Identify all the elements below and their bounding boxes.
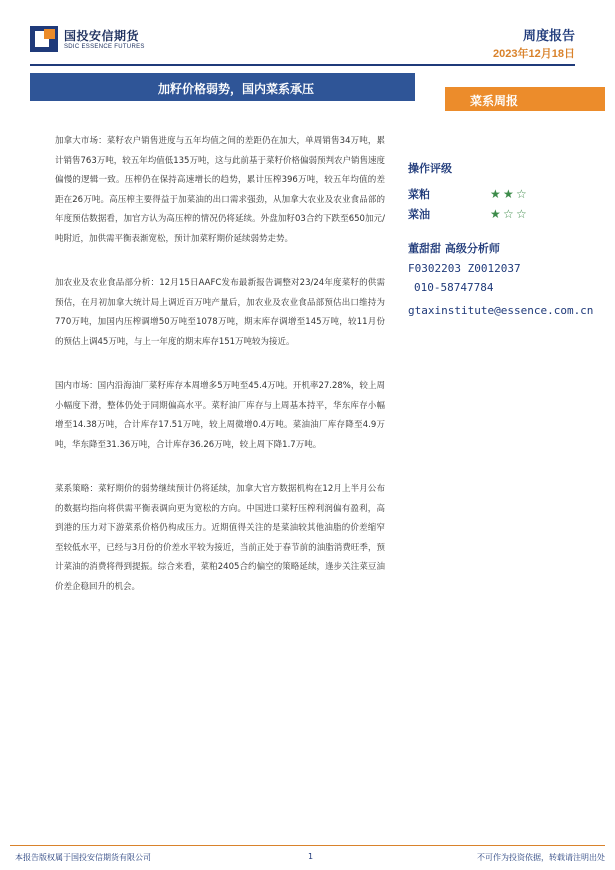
sidebar <box>408 160 608 317</box>
star-filled-icon: ★ <box>490 187 501 201</box>
rating-name: 菜粕 <box>408 188 430 201</box>
footer-divider <box>10 845 605 846</box>
rating-name: 菜油 <box>408 208 430 221</box>
footer-copyright: 本报告版权属于国投安信期货有限公司 <box>15 853 151 862</box>
star-empty-icon: ☆ <box>516 187 527 201</box>
star-empty-icon: ☆ <box>503 207 514 221</box>
star-filled-icon: ★ <box>503 187 514 201</box>
rating-stars <box>490 207 529 221</box>
header-divider <box>30 64 575 66</box>
report-date: 2023年12月18日 <box>493 48 575 60</box>
rating-stars <box>490 187 529 201</box>
rating-heading: 操作评级 <box>408 162 452 175</box>
paragraph-domestic-market: 国内市场：国内沿海油厂菜籽库存本周增多5万吨至45.4万吨。开机率27.28%，较上周小幅度下滑，整体仍处于同期偏高水平。菜籽油厂库存与上周基本持平，华东库存小幅增至14.38万吨，合计库存17.51万吨，较上周微增0.4万吨。菜油油厂库存降至4.9万吨，华东降至31.36万吨，合计库存36.26万吨，较上周下降1.7万吨。 <box>55 381 385 450</box>
category-tab <box>445 87 605 111</box>
page-number: 1 <box>308 852 314 861</box>
company-name-cn: 国投安信期货 <box>64 29 140 43</box>
footer-disclaimer: 不可作为投资依据，转载请注明出处 <box>477 853 605 862</box>
star-empty-icon: ☆ <box>516 207 527 221</box>
report-title: 加籽价格弱势，国内菜系承压 <box>158 82 315 96</box>
company-logo-icon <box>30 26 58 52</box>
paragraph-strategy: 菜系策略：菜籽期价的弱势继续预计仍将延续，加拿大官方数据机构在12月上半月公布的数据均指向将供需平衡表调向更为宽松的方向。中国进口菜籽压榨利润偏有盈利，高到港的压力对下游菜系价格仍构成压力。近期值得关注的是菜油较其他油脂的价差缩窄至较低水平，已经与3月份的价差水平较为接近，当前正处于春节前的油脂消费旺季，预计菜油的消费将得到提振。综合来看，菜粕2405合约偏空的策略延续，逢步关注菜豆油价差企稳回升的机会。 <box>55 484 385 592</box>
star-filled-icon: ★ <box>490 207 501 221</box>
paragraph-canada-market: 加拿大市场：菜籽农户销售进度与五年均值之间的差距仍在加大，单周销售34万吨，累计销售763万吨，较五年均值低135万吨，这与此前基于菜籽价格偏弱预判农户销售速度偏慢的逻辑一致。压榨仍在保持高速增长的趋势，累计压榨396万吨，较五年均值的差距在26万吨。高压榨主要得益于加菜油的出口需求强劲，从加拿大农业及农业食品部的年度预估数据看，加官方认为高压榨的情况仍将延续。外盘加籽03合约下跌至650加元/吨附近，加供需平衡表渐宽松，预计加菜籽期价延续弱势走势。 <box>55 136 385 244</box>
rating-row <box>408 184 608 204</box>
analyst-license: F0302203 Z0012037 <box>408 262 521 275</box>
rating-row <box>408 204 608 224</box>
report-header <box>0 0 615 70</box>
analyst-email: gtaxinstitute@essence.com.cn <box>408 304 594 317</box>
company-name-en: SDIC ESSENCE FUTURES <box>64 44 145 50</box>
analyst-phone: 010-58747784 <box>414 281 494 294</box>
report-type: 周度报告 <box>522 29 575 44</box>
report-body <box>55 132 385 622</box>
analyst-name: 董甜甜 高级分析师 <box>408 242 500 255</box>
category-label: 菜系周报 <box>470 94 519 108</box>
paragraph-aafc-forecast: 加农业及农业食品部分析：12月15日AAFC发布最新报告调整对23/24年度菜籽的供需预估，在月初加拿大统计局上调近百万吨产量后，加农业及农业食品部预估出口维持为770万吨，加国内压榨调增50万吨至1078万吨，期末库存调增至145万吨，较11月份的预估上调45万吨，与上一年度的期末库存151万吨较为接近。 <box>55 278 385 347</box>
